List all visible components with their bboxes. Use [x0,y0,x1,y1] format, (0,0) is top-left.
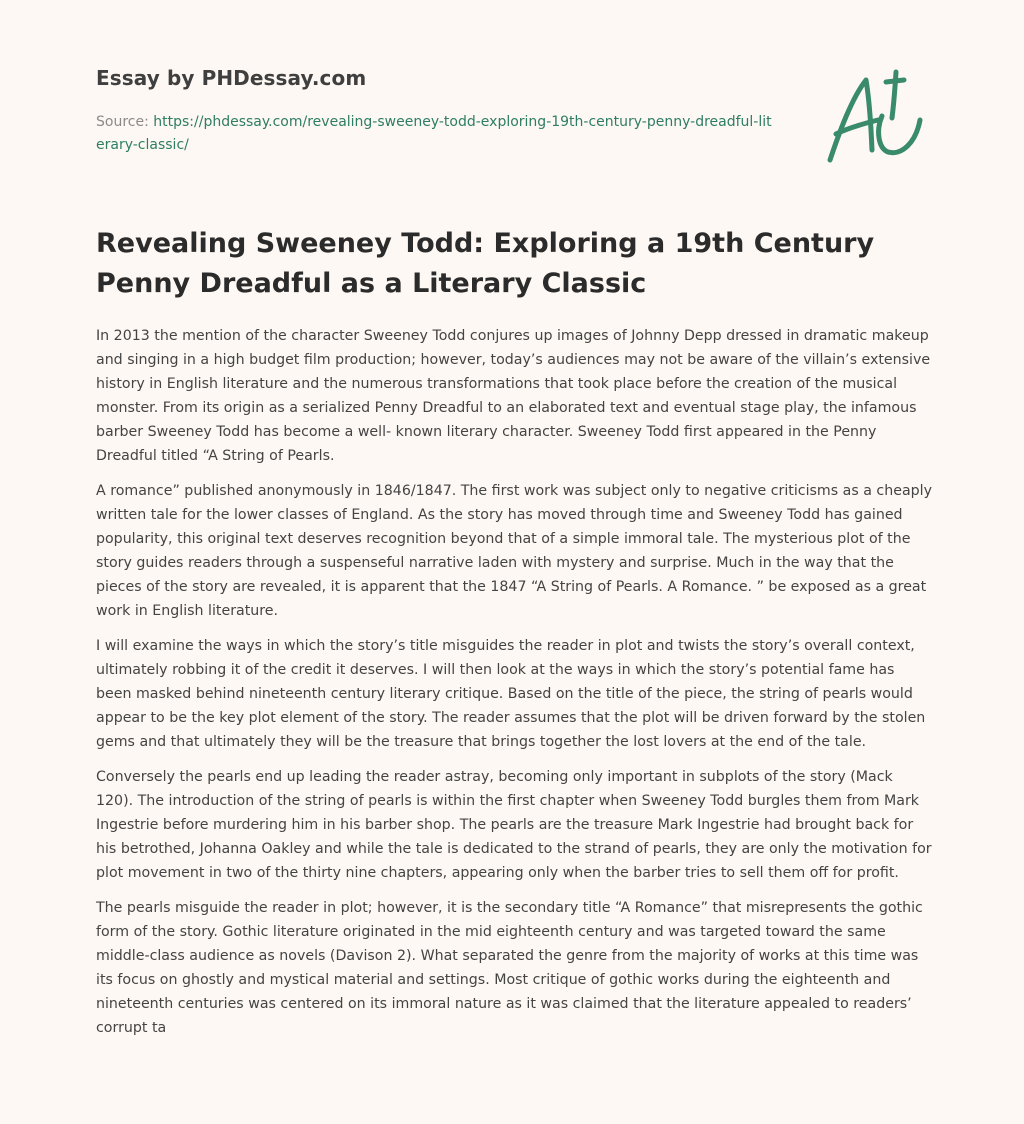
paragraph: In 2013 the mention of the character Sweeney Todd conjures up images of Johnny Depp dressed in dramatic makeup and singing in a high budget film production; however, today’s audiences may not be aware of the villain’s extensive history in English literature and the numerous transformations that took place before the creation of the musical monster. From its origin as a serialized Penny Dreadful to an elaborated text and eventual stage play, the infamous barber Sweeney Todd has become a well- known literary character. Sweeney Todd first appeared in the Penny Dreadful titled “A String of Pearls. [96,328,931,464]
a-plus-grade-icon [822,68,926,164]
site-brand: Essay by PHDessay.com [96,66,367,90]
essay-body [96,324,932,1051]
paragraph: I will examine the ways in which the story’s title misguides the reader in plot and twists the story’s overall context, ultimately robbing it of the credit it deserves. I will then look at the ways in which the story’s potential fame has been masked behind nineteenth century literary critique. Based on the title of the piece, the string of pearls would appear to be the key plot element of the story. The reader assumes that the plot will be driven forward by the stolen gems and that ultimately they will be the treasure that brings together the lost lovers at the end of the tale. [96,638,926,750]
source-link[interactable]: https://phdessay.com/revealing-sweeney-todd-exploring-19th-century-penny-dreadful-literary-classic/ [96,114,772,153]
paragraph: A romance” published anonymously in 1846/1847. The first work was subject only to negative criticisms as a cheaply written tale for the lower classes of England. As the story has moved through time and Sweeney Todd has gained popularity, this original text deserves recognition beyond that of a simple immoral tale. The mysterious plot of the story guides readers through a suspenseful narrative laden with mystery and surprise. Much in the way that the pieces of the story are revealed, it is apparent that the 1847 “A String of Pearls. A Romance. ” be exposed as a great work in English literature. [96,483,932,619]
essay-title: Revealing Sweeney Todd: Exploring a 19th Century Penny Dreadful as a Literary Classic [96,228,875,299]
paragraph: The pearls misguide the reader in plot; however, it is the secondary title “A Romance” that misrepresents the gothic form of the story. Gothic literature originated in the mid eighteenth century and was targeted toward the same middle-class audience as novels (Davison 2). What separated the genre from the majority of works at this time was its focus on ghostly and mystical material and settings. Most critique of gothic works during the eighteenth and nineteenth centuries was centered on its immoral nature as it was claimed that the literature appealed to readers’ corrupt ta [96,900,923,1036]
paragraph: Conversely the pearls end up leading the reader astray, becoming only important in subplots of the story (Mack 120). The introduction of the string of pearls is within the first chapter when Sweeney Todd burgles them from Mark Ingestrie before murdering him in his barber shop. The pearls are the treasure Mark Ingestrie had brought back for his betrothed, Johanna Oakley and while the tale is dedicated to the strand of pearls, they are only the motivation for plot movement in two of the thirty nine chapters, appearing only when the barber tries to sell them off for profit. [96,769,932,881]
source-label: Source: [96,114,154,130]
source-line [96,111,776,157]
